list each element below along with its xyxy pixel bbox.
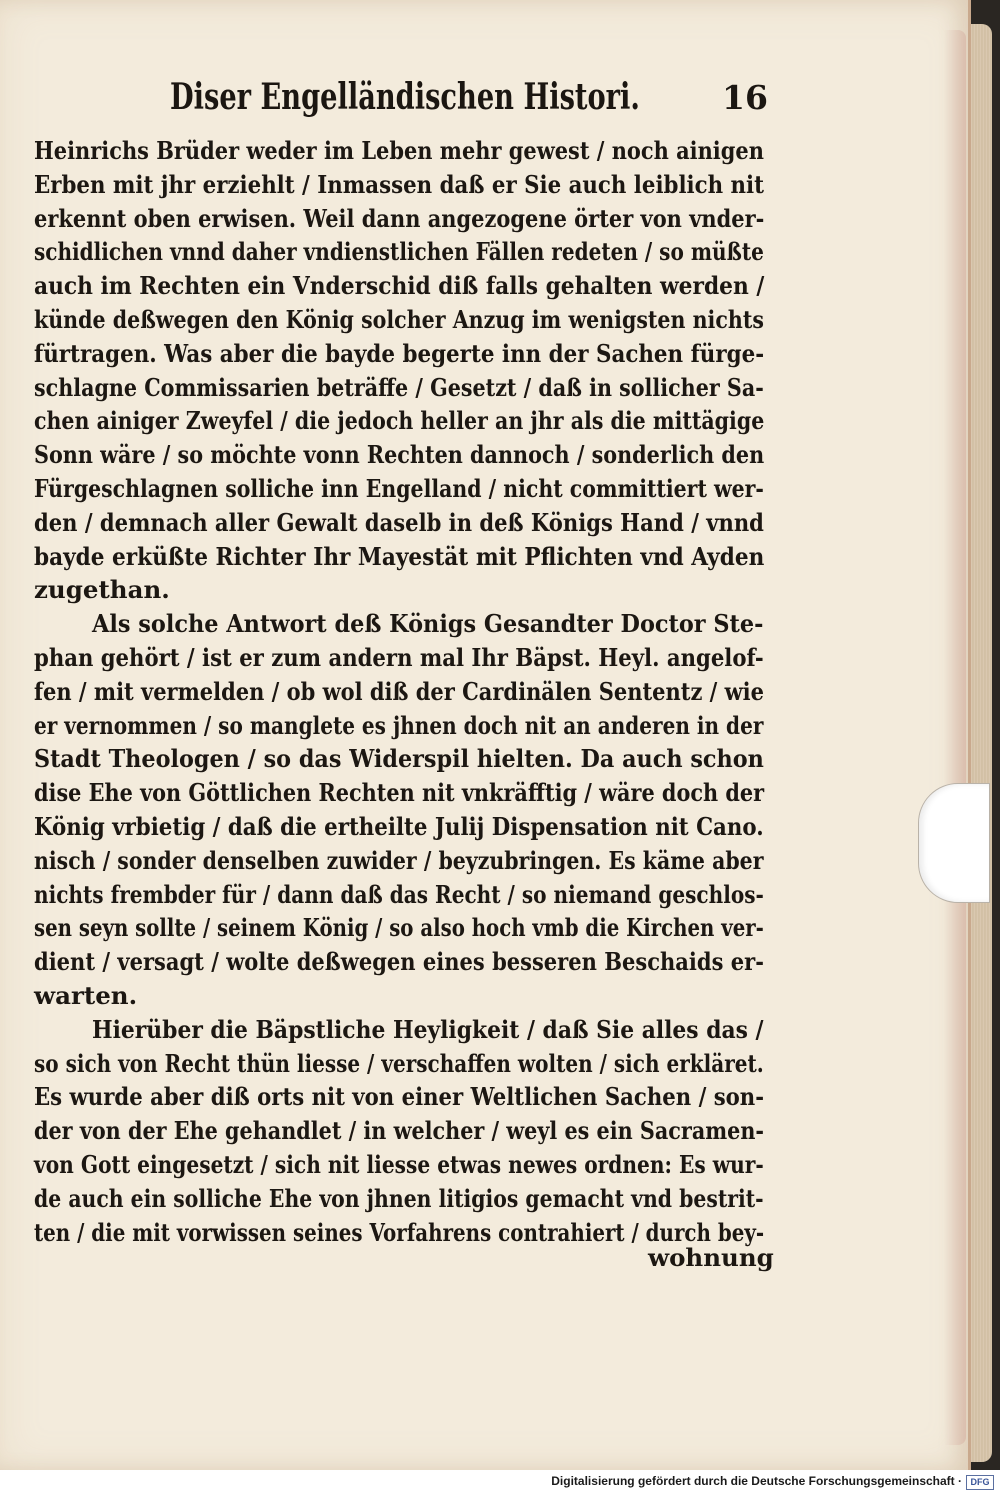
text-line: de auch ein solliche Ehe von jhnen litigios gemacht vnd bestrit- — [34, 1183, 764, 1213]
body-text — [34, 134, 764, 1274]
text-line: er vernommen / so manglete es jhnen doch nit an anderen in der — [34, 710, 764, 740]
text-line: fürtragen. Was aber die bayde begerte inn der Sachen fürge- — [34, 338, 765, 368]
text-line: Sonn wäre / so möchte vonn Rechten dannoch / sonderlich den — [34, 440, 765, 470]
text-line: von Gott eingesetzt / sich nit liesse etwas newes ordnen: Es wur- — [34, 1150, 764, 1179]
text-line: schidlichen vnnd daher vndienstlichen Fällen redeten / so müßte — [34, 237, 764, 267]
funding-credit: Digitalisierung gefördert durch die Deutsche Forschungsgemeinschaft · — [551, 1474, 962, 1488]
text-line: sen seyn sollte / seinem König / so also hoch vmb die Kirchen ver- — [34, 913, 764, 943]
text-line: den / demnach aller Gewalt daselb in deß Königs Hand / vnnd — [34, 507, 764, 537]
text-line: Als solche Antwort deß Königs Gesandter Doctor Ste- — [92, 609, 764, 639]
text-line: Heinrichs Brüder weder im Leben mehr gewest / noch ainigen — [34, 136, 764, 165]
text-line: Es wurde aber diß orts nit von einer Weltlichen Sachen / son- — [34, 1082, 765, 1112]
running-title: Diser Engelländischen Histori. — [170, 76, 640, 118]
text-line: der von der Ehe gehandlet / in welcher / weyl es ein Sacramen- — [34, 1116, 765, 1146]
text-line: erkennt oben erwisen. Weil dann angezogene örter von vnder- — [34, 203, 765, 233]
text-line: nichts frembder für / dann daß das Recht / so niemand geschlos- — [34, 879, 764, 909]
text-line: Erben mit jhr erziehlt / Inmassen daß er Sie auch leiblich nit — [34, 169, 764, 199]
text-line: König vrbietig / daß die ertheilte Julij Dispensation nit Cano. — [34, 812, 764, 841]
text-line: Hierüber die Bäpstliche Heyligkeit / daß Sie alles das / — [92, 1014, 764, 1044]
bookmark-tab — [918, 783, 990, 903]
text-line: zugethan. — [34, 575, 170, 605]
text-line: Stadt Theologen / so das Widerspil hielten. Da auch schon — [34, 744, 764, 774]
page-edge-shading — [944, 30, 966, 1445]
text-line: schlagne Commissarien beträffe / Gesetzt / daß in sollicher Sa- — [34, 372, 764, 402]
page-number: 16 — [722, 78, 768, 117]
text-line: chen ainiger Zweyfel / die jedoch heller an jhr als die mittägige — [34, 406, 765, 436]
text-line: Fürgeschlagnen solliche inn Engelland / nicht committiert wer- — [34, 474, 764, 503]
text-line: auch im Rechten ein Vnderschid diß falls gehalten werden / — [34, 271, 765, 301]
page-header — [0, 70, 968, 130]
text-line: dient / versagt / wolte deßwegen eines besseren Beschaids er- — [34, 947, 764, 977]
catchword: wohnung — [648, 1243, 774, 1272]
text-line: dise Ehe von Göttlichen Rechten nit vnkräfftig / wäre doch der — [34, 778, 765, 808]
text-line: warten. — [34, 981, 138, 1010]
text-line: fen / mit vermelden / ob wol diß der Cardinälen Sententz / wie — [34, 676, 765, 706]
text-line: so sich von Recht thün liesse / verschaffen wolten / sich erkläret. — [34, 1048, 764, 1078]
text-line: künde deßwegen den König solcher Anzug im wenigsten nichts — [34, 305, 764, 334]
dfg-logo-icon: DFG — [966, 1475, 994, 1490]
text-line: phan gehört / ist er zum andern mal Ihr Bäpst. Heyl. angelof- — [34, 643, 764, 672]
text-line: nisch / sonder denselben zuwider / beyzubringen. Es käme aber — [34, 845, 764, 875]
footer-bar — [0, 1470, 1000, 1496]
text-line: ten / die mit vorwissen seines Vorfahrens contrahiert / durch bey- — [34, 1217, 765, 1247]
text-line: bayde erküßte Richter Ihr Mayestät mit Pflichten vnd Ayden — [34, 541, 765, 571]
